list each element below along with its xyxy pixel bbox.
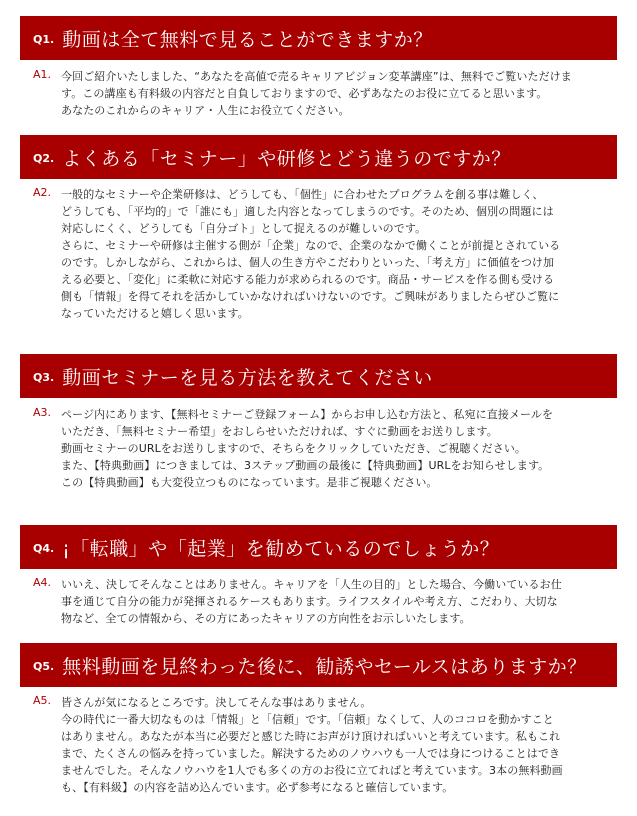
answer-line: いいえ、決してそんなことはありません。キャリアを「人生の目的」とした場合、今働いているお仕 [61, 578, 562, 591]
question-header [20, 135, 617, 179]
answer-text [61, 406, 619, 491]
answer-line: 動画セミナーのURLをお送りしますので、そちらをクリックしていただき、ご視聴ください。 [61, 442, 527, 455]
answer-line: なっていただけると嬉しく思います。 [61, 307, 249, 320]
answer-line: 物など、全ての情報から、その方にあったキャリアの方向性をお示しいたします。 [61, 612, 471, 625]
question-text: 動画セミナーを見る方法を教えてください [62, 366, 433, 389]
answer-line: はありません。あなたが本当に必要だと感じた時にお声がけ頂ければいいと考えています。私もこれ [61, 730, 561, 743]
answer-line: ませんでした。そんなノウハウを1人でも多くの方のお役に立てればと考えています。3本の無料動画 [61, 764, 563, 777]
answer-line: いただき、「無料セミナー希望」をおしらせいただければ、すぐに動画をお送りします。 [61, 425, 498, 438]
answer-line: さらに、セミナーや研修は主催する側が「企業」なので、企業のなかで働くことが前提とされている [61, 239, 561, 252]
answer-line: 今回ご紹介いたしました、“あなたを高値で売るキャリアビジョン変革講座”は、無料でご覧いただけま [61, 70, 572, 83]
question-number: Q5. [33, 659, 55, 673]
question-number: Q3. [33, 370, 55, 384]
question-number: Q4. [33, 541, 55, 555]
answer-line: える必要と、「変化」に柔軟に対応する能力が求められるのです。商品・サービスを作る側も受ける [61, 273, 555, 286]
answer-text [61, 186, 619, 322]
answer-line: ページ内にあります、【無料セミナーご登録フォーム】からお申し込む方法と、私宛に直接メールを [61, 408, 554, 421]
question-header [20, 525, 617, 569]
answer-number: A4. [33, 576, 52, 589]
answer-number: A2. [33, 186, 52, 199]
answer-line: まで、たくさんの悩みを持っていました。解決するためのノウハウも一人では身につけることはでき [61, 747, 561, 760]
answer-line: また、【特典動画】につきましては、3ステップ動画の最後に【特典動画】URLをお知らせします。 [61, 459, 550, 472]
question-header [20, 354, 617, 398]
answer-text [61, 694, 619, 796]
question-number: Q1. [33, 32, 55, 46]
question-text: 無料動画を見終わった後に、勧誘やセールスはありますか？ [62, 655, 587, 678]
answer-line: す。この講座も有料級の内容だと自負しておりますので、必ずあなたのお役に立てると思います。 [61, 87, 548, 100]
question-text: 動画は全て無料で見ることができますか？ [62, 28, 433, 51]
answer-number: A5. [33, 694, 52, 707]
answer-line: 一般的なセミナーや企業研修は、どうしても、「個性」に合わせたプログラムを創る事は難しく、 [61, 188, 544, 201]
answer-text [61, 576, 619, 627]
answer-text [61, 68, 619, 119]
question-text: よくある「セミナー」や研修とどう違うのですか？ [62, 147, 511, 170]
answer-line: 側も「情報」を得てそれを活かしていかなければいけないのです。ご興味がありましたらぜひご覧に [61, 290, 560, 303]
answer-line: も、【有料級】の内容を詰め込んでいます。必ず参考になると確信しています。 [61, 781, 454, 794]
question-header [20, 16, 617, 60]
answer-line: のです。しかしながら、これからは、個人の生き方やこだわりといった、「考え方」に価値をつけ加 [61, 256, 555, 269]
question-header [20, 643, 617, 687]
answer-number: A1. [33, 68, 52, 81]
answer-number: A3. [33, 406, 52, 419]
answer-line: 皆さんが気になるところです。決してそんな事はありません。 [61, 696, 372, 709]
answer-line: 今の時代に一番大切なものは「情報」と「信頼」です。「信頼」なくして、人のココロを動かすこと [61, 713, 554, 726]
answer-line: 事を通じて自分の能力が発揮されるケースもあります。ライフスタイルや考え方、こだわり、大切な [61, 595, 558, 608]
answer-line: どうしても、「平均的」で「誰にも」適した内容となってしまうのです。そのため、個別の問題には [61, 205, 554, 218]
answer-line: 対応しにくく、どうしても「自分ゴト」として捉えるのが難しいのです。 [61, 222, 427, 235]
answer-line: あなたのこれからのキャリア・人生にお役立てください。 [61, 104, 350, 117]
question-number: Q2. [33, 151, 55, 165]
answer-line: この【特典動画】も大変役立つものになっています。是非ご視聴ください。 [61, 476, 438, 489]
question-text: ¡「転職」や「起業」を勧めているのでしょうか？ [62, 537, 500, 560]
